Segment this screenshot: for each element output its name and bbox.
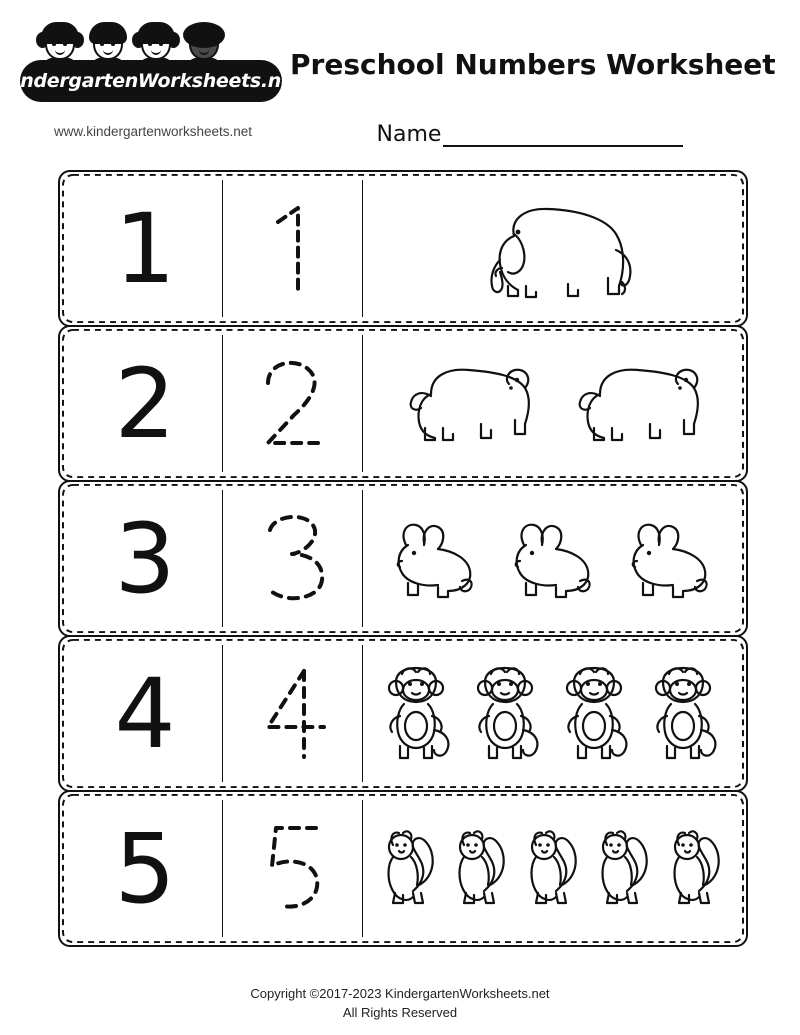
number-label: 1 <box>114 192 176 305</box>
monkey-icon <box>463 662 549 766</box>
number-cell <box>68 645 223 782</box>
squirrel-icon <box>373 823 443 915</box>
rabbit-icon <box>613 511 723 606</box>
squirrel-icon <box>516 823 586 915</box>
hippo-icon <box>560 354 710 454</box>
trace-cell[interactable] <box>223 490 363 627</box>
page-title: Preschool Numbers Worksheet <box>290 48 776 81</box>
trace-cell[interactable] <box>223 335 363 472</box>
number-cell <box>68 180 223 317</box>
trace-number-5-icon <box>248 814 338 924</box>
squirrel-icon <box>444 823 514 915</box>
page-footer <box>0 985 800 1023</box>
page-header <box>0 0 800 160</box>
table-row <box>58 635 748 792</box>
trace-number-4-icon <box>248 659 338 769</box>
trace-number-3-icon <box>248 504 338 614</box>
picture-cell <box>363 645 738 782</box>
table-row <box>58 480 748 637</box>
site-url: www.kindergartenworksheets.net <box>53 124 253 139</box>
hippo-icon <box>391 354 541 454</box>
monkey-icon <box>374 662 460 766</box>
number-label: 3 <box>114 502 176 615</box>
elephant-icon <box>456 194 646 304</box>
worksheet-rows <box>58 170 748 945</box>
rabbit-icon <box>378 511 488 606</box>
site-logo[interactable] <box>0 22 303 112</box>
monkey-icon <box>552 662 638 766</box>
squirrel-icon <box>587 823 657 915</box>
table-row <box>58 790 748 947</box>
table-row <box>58 325 748 482</box>
trace-cell[interactable] <box>223 800 363 937</box>
monkey-icon <box>641 662 727 766</box>
trace-number-1-icon <box>248 194 338 304</box>
picture-cell <box>363 800 738 937</box>
squirrel-icon <box>659 823 729 915</box>
name-label: Name <box>376 122 442 147</box>
number-cell <box>68 335 223 472</box>
copyright-text: Copyright ©2017-2023 KindergartenWorksheets.net <box>250 986 550 1002</box>
number-cell <box>68 490 223 627</box>
name-field-row <box>290 122 770 147</box>
table-row <box>58 170 748 327</box>
logo-banner <box>0 60 303 102</box>
number-label: 2 <box>114 347 176 460</box>
picture-cell <box>363 490 738 627</box>
trace-cell[interactable] <box>223 645 363 782</box>
rabbit-icon <box>496 511 606 606</box>
logo-text: KindergartenWorksheets.net <box>0 70 303 92</box>
trace-number-2-icon <box>248 349 338 459</box>
picture-cell <box>363 180 738 317</box>
name-input-line[interactable] <box>443 125 683 147</box>
trace-cell[interactable] <box>223 180 363 317</box>
number-label: 4 <box>114 657 176 770</box>
number-label: 5 <box>114 812 176 925</box>
picture-cell <box>363 335 738 472</box>
rights-text: All Rights Reserved <box>342 1005 458 1021</box>
number-cell <box>68 800 223 937</box>
